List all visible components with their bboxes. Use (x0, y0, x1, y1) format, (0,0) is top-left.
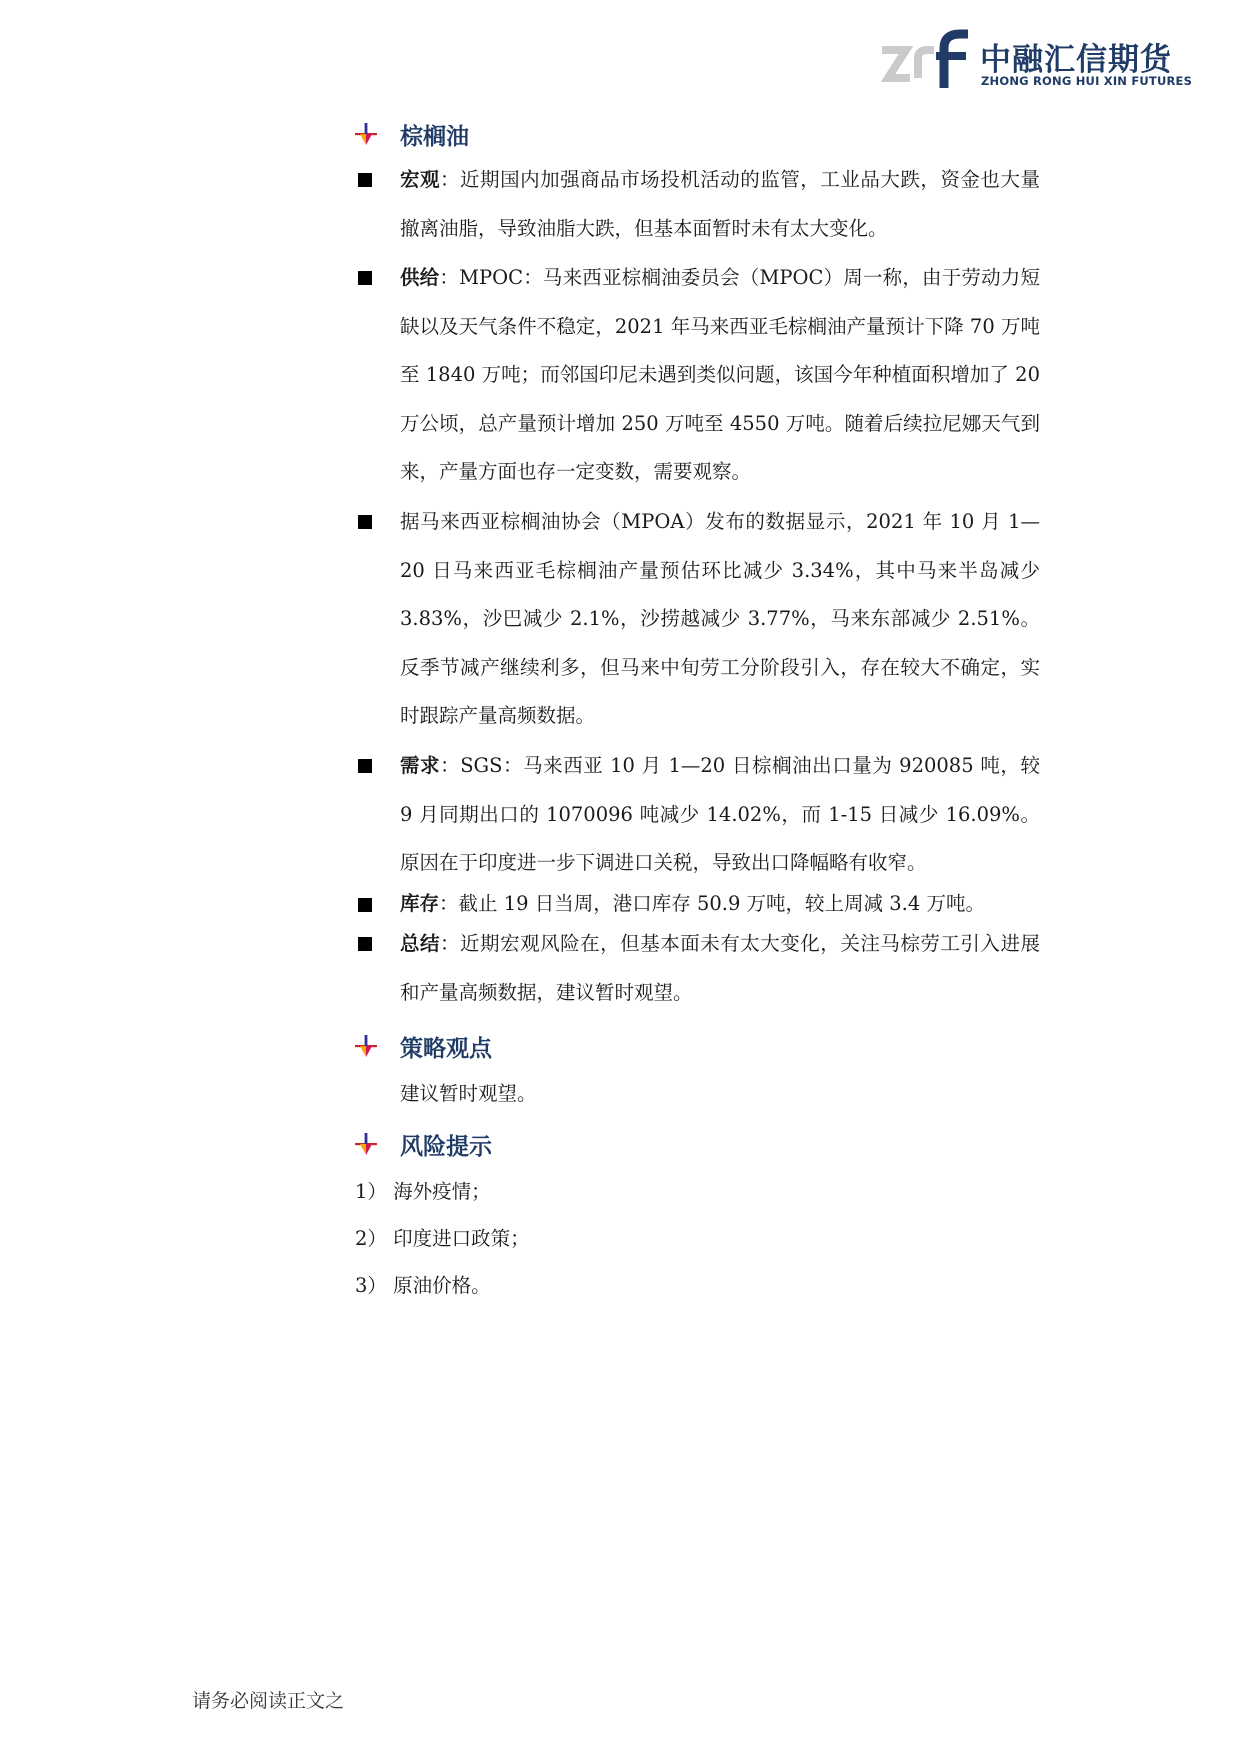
square-bullet-icon (358, 271, 372, 285)
paragraph-text: MPOC：马来西亚棕榈油委员会（MPOC）周一称，由于劳动力短缺以及天气条件不稳定，2021 年马来西亚毛棕榈油产量预计下降 70 万吨至 1840 万吨；而邻国印尼未遇到类似问题，该国今年种植面积增加了 20 万公顷，总产量预计增加 250 万吨至 4550 万吨。随着后续拉尼娜天气到来，产量方面也存一定变数，需要观察。 (400, 266, 1040, 483)
paragraph-mpoa (400, 498, 1040, 741)
square-bullet-icon (358, 898, 372, 912)
paragraph-summary: 总结：近期宏观风险在，但基本面未有太大变化，关注马棕劳工引入进展和产量高频数据，建议暂时观望。 (400, 932, 1040, 1004)
paragraph-text: 近期国内加强商品市场投机活动的监管，工业品大跌，资金也大量撤离油脂，导致油脂大跌，但基本面暂时未有太大变化。 (400, 168, 1040, 240)
paragraph-text: 近期宏观风险在，但基本面未有太大变化，关注马棕劳工引入进展和产量高频数据，建议暂时观望。 (400, 932, 1040, 1004)
paragraph-label: 总结 (400, 932, 441, 955)
arrow-down-icon (355, 1133, 377, 1155)
risk-item: 1） 海外疫情； (355, 1180, 491, 1203)
paragraph-macro: 宏观：近期国内加强商品市场投机活动的监管，工业品大跌，资金也大量撤离油脂，导致油脂大跌，但基本面暂时未有太大变化。 (400, 168, 1040, 240)
section-heading-risk (355, 1124, 492, 1164)
section-title: 策略观点 (400, 1035, 492, 1062)
square-bullet-icon (358, 937, 372, 951)
square-bullet-icon (358, 173, 372, 187)
risk-item: 3） 原油价格。 (355, 1274, 491, 1297)
logo-mark-icon (880, 28, 970, 90)
square-bullet-icon (358, 515, 372, 529)
paragraph-label: 供给 (400, 266, 440, 289)
footer-disclaimer: 请务必阅读正文之 (192, 1690, 345, 1712)
section-heading-strategy (355, 1026, 492, 1066)
arrow-down-icon (355, 123, 377, 145)
paragraph-label: 库存 (400, 892, 440, 915)
paragraph-text: 据马来西亚棕榈油协会（MPOA）发布的数据显示，2021 年 10 月 1—20 日马来西亚毛棕榈油产量预估环比减少 3.34%，其中马来半岛减少 3.83%，沙巴减少 2.1%，沙捞越减少 3.77%，马来东部减少 2.51%。反季节减产继续利多，但马来中旬劳工分阶段引入，存在较大不确定，实时跟踪产量高频数据。 (400, 510, 1040, 727)
paragraph-label: 需求 (400, 754, 441, 777)
arrow-down-icon (355, 1035, 377, 1057)
risk-item: 2） 印度进口政策； (355, 1227, 530, 1250)
section-title: 棕榈油 (400, 123, 469, 150)
section-heading-palm-oil (355, 114, 469, 154)
paragraph-demand: 需求：SGS：马来西亚 10 月 1—20 日棕榈油出口量为 920085 吨，较 9 月同期出口的 1070096 吨减少 14.02%，而 1-15 日减少 16.09%。原因在于印度进一步下调进口关税，导致出口降幅略有收窄。 (400, 754, 1040, 874)
paragraph-supply: 供给：MPOC：马来西亚棕榈油委员会（MPOC）周一称，由于劳动力短缺以及天气条件不稳定，2021 年马来西亚毛棕榈油产量预计下降 70 万吨至 1840 万吨；而邻国印尼未遇到类似问题，该国今年种植面积增加了 20 万公顷，总产量预计增加 250 万吨至 4550 万吨。随着后续拉尼娜天气到来，产量方面也存一定变数，需要观察。 (400, 266, 1040, 483)
paragraph-text: SGS：马来西亚 10 月 1—20 日棕榈油出口量为 920085 吨，较 9 月同期出口的 1070096 吨减少 14.02%，而 1-15 日减少 16.09%。原因在于印度进一步下调进口关税，导致出口降幅略有收窄。 (400, 754, 1040, 874)
paragraph-text: 截止 19 日当周，港口库存 50.9 万吨，较上周减 3.4 万吨。 (458, 892, 985, 915)
square-bullet-icon (358, 759, 372, 773)
logo-english-name: ZHONG RONG HUI XIN FUTURES (981, 74, 1193, 88)
strategy-text: 建议暂时观望。 (400, 1082, 537, 1105)
paragraph-label: 宏观 (400, 168, 441, 191)
paragraph-inventory: 库存：截止 19 日当周，港口库存 50.9 万吨，较上周减 3.4 万吨。 (400, 892, 985, 915)
company-logo (880, 28, 1193, 90)
logo-chinese-name: 中融汇信期货 (980, 42, 1172, 78)
section-title: 风险提示 (400, 1133, 492, 1160)
